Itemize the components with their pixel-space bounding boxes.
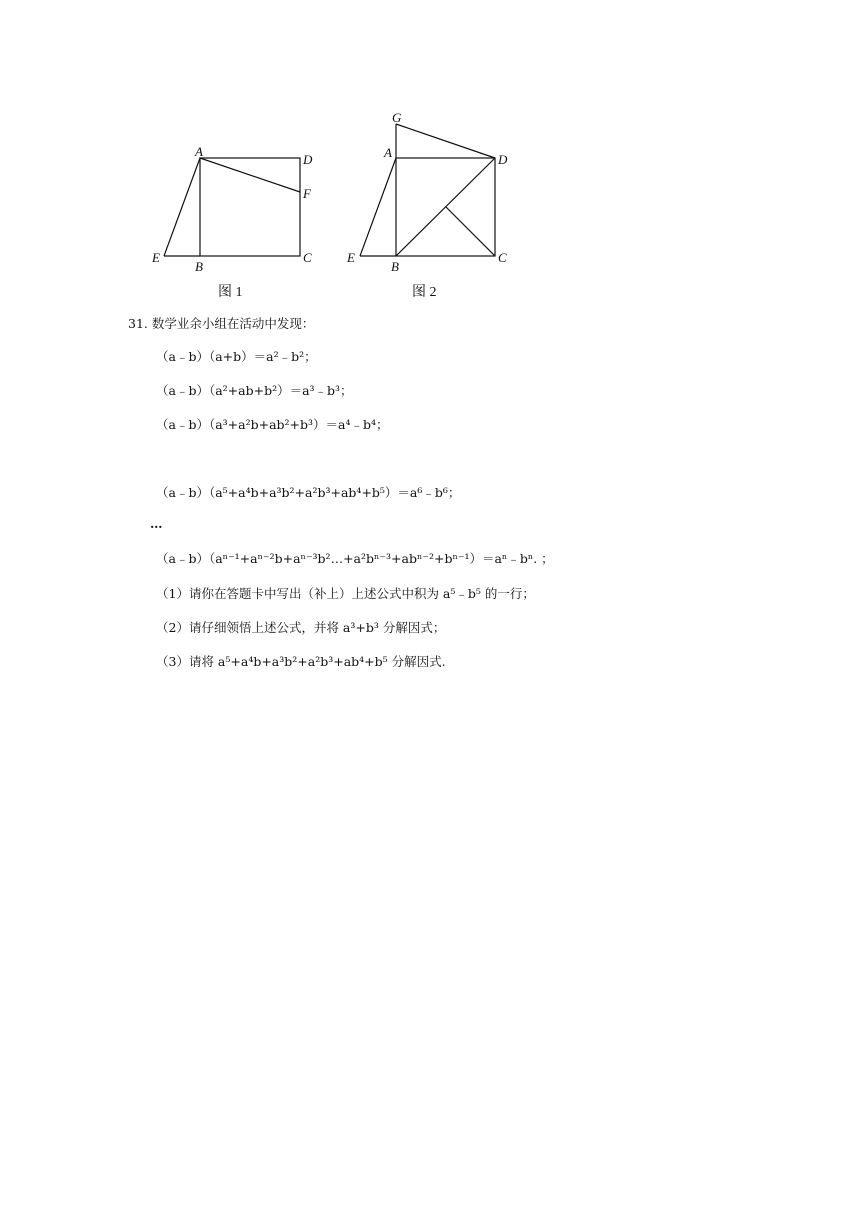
label-a: A [384,145,392,160]
segment-af [200,158,300,192]
question-header [128,315,314,333]
label-c: C [498,250,507,265]
label-d: D [303,152,313,167]
label-b: B [195,259,203,274]
label-g: G [392,110,402,125]
label-f: F [303,186,311,201]
label-a: A [195,144,203,159]
question-number: 31. [128,316,148,331]
formula-line: （a﹣b）（a³+a²b+ab²+b³）＝a⁴﹣b⁴； [156,417,389,432]
segment-ae [164,158,200,256]
segment-gd [396,124,495,158]
question-intro: 数学业余小组在活动中发现： [151,316,315,331]
part-1: （1）请你在答题卡中写出（补上）上述公式中积为 a⁵﹣b⁵ 的一行； [156,586,535,601]
figure-1 [140,140,330,310]
label-b: B [391,259,399,274]
formula-line: （a﹣b）（a²+ab+b²）＝a³﹣b³； [156,383,353,398]
ellipsis-line: … [150,516,163,531]
label-d: D [498,152,508,167]
figure-2 [336,100,536,310]
part-2: （2）请仔细领悟上述公式，并将 a³+b³ 分解因式； [156,620,446,635]
label-e: E [347,250,355,265]
label-c: C [303,250,312,265]
caption-figure-2: 图 2 [412,285,437,300]
formula-line: （a﹣b）（a⁵+a⁴b+a³b²+a²b³+ab⁴+b⁵）＝a⁶﹣b⁶； [156,485,461,500]
formula-line-general: （a﹣b）（aⁿ⁻¹+aⁿ⁻²b+aⁿ⁻³b²…+a²bⁿ⁻³+abⁿ⁻²+bⁿ⁻¹）＝aⁿ﹣bⁿ. ； [156,551,554,566]
caption-figure-1: 图 1 [218,285,243,300]
segment-c-perpendicular [446,207,495,256]
part-3: （3）请将 a⁵+a⁴b+a³b²+a²b³+ab⁴+b⁵ 分解因式. [156,654,446,669]
square-abcd [200,158,300,256]
label-e: E [152,250,160,265]
formula-line: （a﹣b）（a+b）＝a²﹣b²； [156,349,317,364]
segment-ae [360,158,396,256]
